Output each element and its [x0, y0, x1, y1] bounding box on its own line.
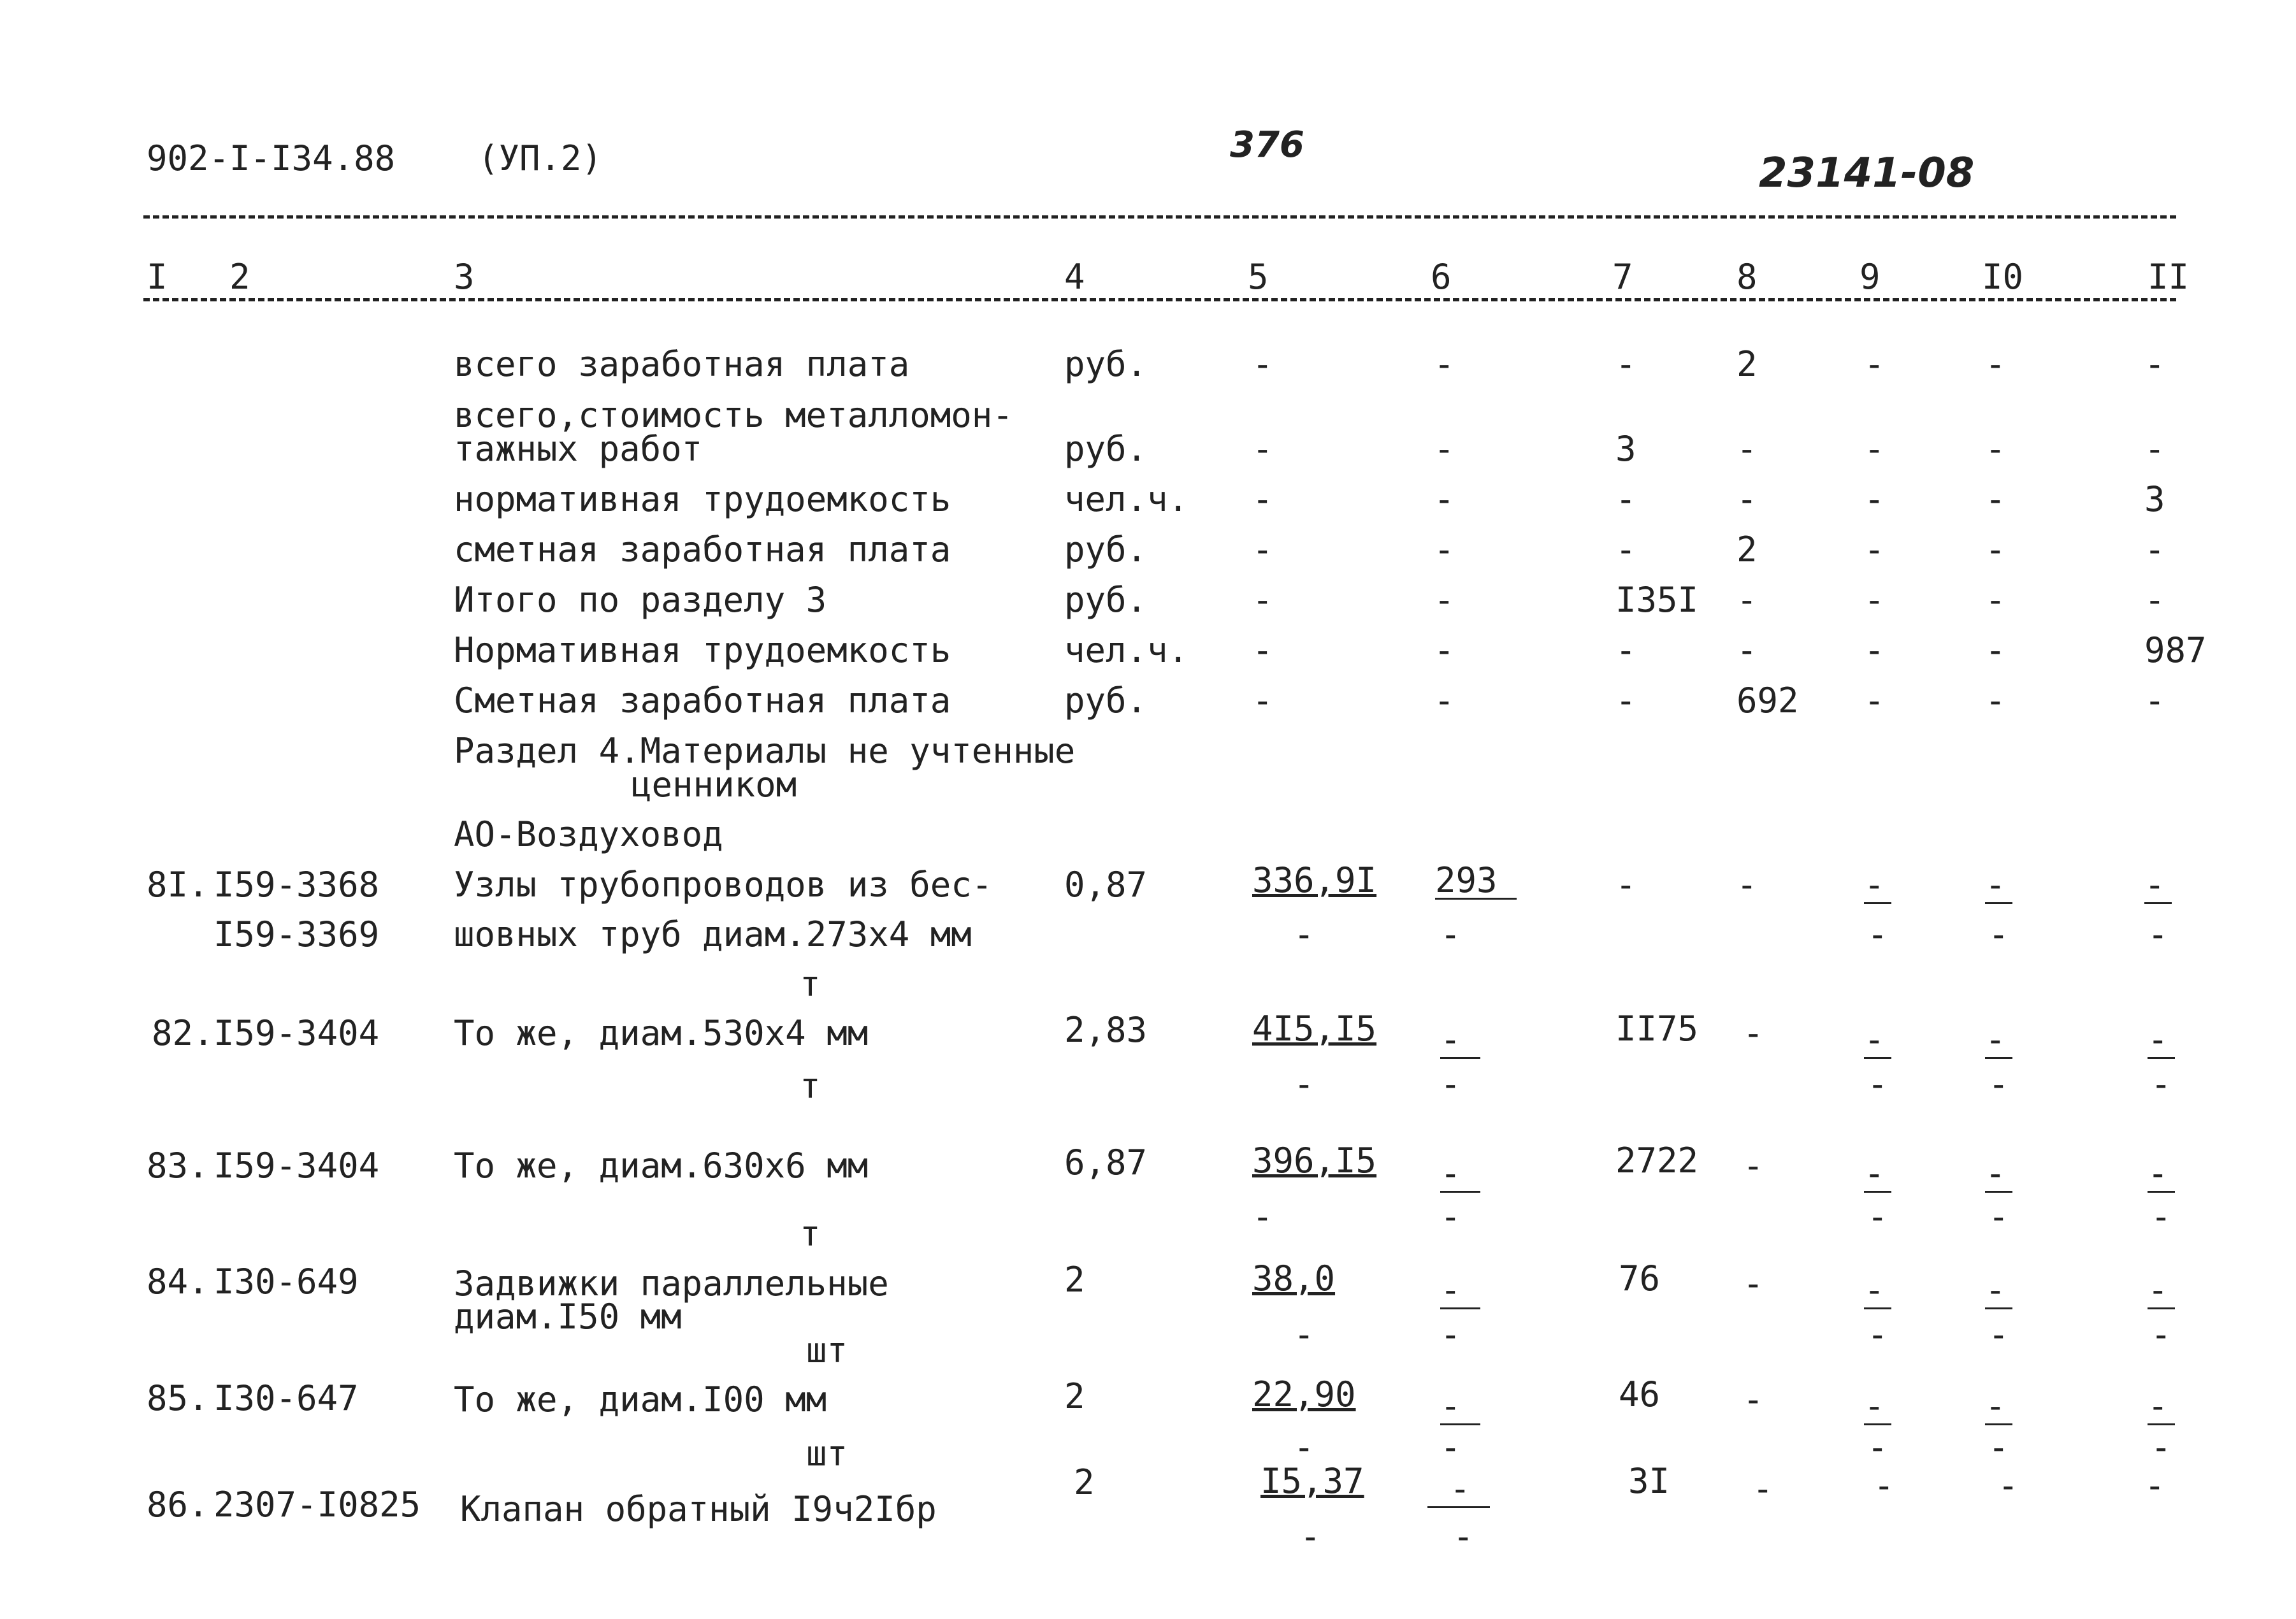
cell-c10: -: [1985, 1389, 2012, 1425]
item-unit-price-sub: -: [1300, 1516, 1321, 1557]
section-title-cont: ценником: [631, 765, 797, 805]
cell-c10-sub: -: [1988, 1064, 2009, 1104]
item-quantity: 0,87: [1064, 865, 1148, 905]
summary-row-name-cont: тажных работ: [454, 429, 703, 469]
cell-c7: 76: [1619, 1258, 1661, 1299]
summary-row-name: Сметная заработная плата: [454, 680, 951, 721]
col-header-11: II: [2148, 257, 2190, 297]
cell-c7: -: [1615, 680, 1636, 721]
cell-c8: -: [1743, 1263, 1764, 1304]
item-unit: т: [800, 1214, 821, 1254]
item-quantity: 2: [1064, 1260, 1085, 1300]
cell-c10: -: [1985, 630, 2006, 670]
item-code: I30-647: [213, 1378, 359, 1418]
cell-c6-sub: -: [1440, 1314, 1461, 1355]
cell-c11: -: [2144, 344, 2165, 384]
cell-c9-sub: -: [1867, 1427, 1888, 1467]
cell-c6-sub: -: [1440, 1427, 1461, 1467]
summary-row-name: Итого по разделу 3: [454, 580, 827, 620]
cell-c5: -: [1252, 680, 1273, 721]
cell-c11-sub: -: [2151, 1314, 2172, 1355]
summary-row-name: сметная заработная плата: [454, 529, 951, 570]
item-unit-price: 22,90: [1252, 1374, 1356, 1414]
cell-c9-sub: -: [1867, 1064, 1888, 1104]
cell-c11: -: [2144, 680, 2165, 721]
cell-c7: I35I: [1615, 580, 1699, 620]
cell-c7: 3: [1615, 429, 1636, 469]
cell-c10: -: [1985, 529, 2006, 570]
summary-row-unit: чел.ч.: [1064, 479, 1189, 519]
cell-c11: -: [2144, 1465, 2165, 1506]
item-number: 83.: [147, 1146, 209, 1186]
item-code: 2307-I0825: [213, 1485, 421, 1525]
archive-number: 23141-08: [1759, 150, 1975, 197]
item-unit: шт: [806, 1434, 848, 1474]
cell-c6: -: [1427, 1472, 1490, 1508]
cell-c11-sub: -: [2151, 1064, 2172, 1104]
col-header-4: 4: [1064, 257, 1085, 297]
cell-c10-sub: -: [1988, 1197, 2009, 1237]
cell-c6: -: [1440, 1389, 1480, 1425]
cell-c5: -: [1252, 630, 1273, 670]
cell-c10: -: [1985, 1156, 2012, 1193]
cell-c11: -: [2148, 1273, 2175, 1309]
cell-c8: 2: [1736, 529, 1758, 570]
cell-c11: -: [2148, 1389, 2175, 1425]
summary-row-name: всего,стоимость металломон-: [454, 395, 1013, 435]
cell-c11: -: [2148, 1156, 2175, 1193]
item-quantity: 2: [1074, 1462, 1095, 1502]
item-unit-price: 38,0: [1252, 1258, 1336, 1299]
item-unit: т: [800, 1066, 821, 1106]
cell-c9-sub: -: [1867, 1197, 1888, 1237]
cell-c10: -: [1985, 868, 2012, 904]
cell-c9: -: [1864, 1023, 1891, 1059]
item-unit-price: 336,9I: [1252, 860, 1377, 900]
item-quantity: 6,87: [1064, 1142, 1148, 1183]
cell-c9: -: [1864, 580, 1885, 620]
cell-c8: -: [1743, 1146, 1764, 1186]
item-number: 8I.: [147, 865, 209, 905]
item-unit-price: 396,I5: [1252, 1140, 1377, 1181]
cell-c9-sub: -: [1867, 1314, 1888, 1355]
cell-c6: -: [1434, 680, 1455, 721]
cell-c7: 3I: [1628, 1461, 1670, 1501]
item-code-2: I59-3369: [213, 914, 380, 954]
cell-c6: -: [1434, 630, 1455, 670]
cell-c9: -: [1864, 630, 1885, 670]
item-name: То же, диам.630х6 мм: [454, 1146, 869, 1186]
cell-c8: -: [1736, 630, 1758, 670]
summary-row-unit: руб.: [1064, 344, 1148, 384]
item-code: I59-3404: [213, 1013, 380, 1053]
col-header-8: 8: [1736, 257, 1758, 297]
item-name: То же, диам.530х4 мм: [454, 1013, 869, 1053]
cell-c11: -: [2144, 529, 2165, 570]
cell-c10: -: [1998, 1465, 2019, 1506]
col-header-10: I0: [1982, 257, 2024, 297]
col-header-7: 7: [1612, 257, 1633, 297]
cell-c10-sub: -: [1988, 914, 2009, 954]
item-unit-price-sub: -: [1294, 1314, 1315, 1355]
cell-c9-sub: -: [1867, 914, 1888, 954]
cell-c11-sub: -: [2148, 914, 2169, 954]
cell-c6: -: [1434, 580, 1455, 620]
cell-c6: -: [1434, 479, 1455, 519]
cell-c7: -: [1615, 529, 1636, 570]
cell-c10: -: [1985, 1273, 2012, 1309]
item-name: Клапан обратный I9ч2Iбр: [460, 1489, 937, 1529]
cell-c6: -: [1434, 344, 1455, 384]
cell-c7: -: [1615, 630, 1636, 670]
cell-c9: -: [1864, 868, 1891, 904]
item-unit-price-sub: -: [1294, 1064, 1315, 1104]
cell-c8: -: [1736, 429, 1758, 469]
item-name: То же, диам.I00 мм: [454, 1379, 827, 1420]
cell-c7: -: [1615, 865, 1636, 905]
item-name: Задвижки параллельные: [454, 1263, 889, 1304]
cell-c10: -: [1985, 479, 2006, 519]
cell-c5: -: [1252, 529, 1273, 570]
summary-row-name: нормативная трудоемкость: [454, 479, 951, 519]
cell-c10: -: [1985, 429, 2006, 469]
cell-c9: -: [1874, 1465, 1895, 1506]
cell-c10: -: [1985, 580, 2006, 620]
cell-c8: 692: [1736, 680, 1799, 721]
item-code: I30-649: [213, 1262, 359, 1302]
cell-c5: -: [1252, 429, 1273, 469]
cell-c6: -: [1434, 429, 1455, 469]
summary-row-unit: руб.: [1064, 429, 1148, 469]
summary-row-unit: руб.: [1064, 529, 1148, 570]
cell-c6: -: [1440, 1156, 1480, 1193]
col-header-5: 5: [1248, 257, 1269, 297]
item-unit-price: I5,37: [1260, 1461, 1364, 1501]
cell-c6-sub: -: [1440, 914, 1461, 954]
section-title: Раздел 4.Материалы не учтенные: [454, 731, 1076, 771]
col-header-6: 6: [1431, 257, 1452, 297]
item-name: Узлы трубопроводов из бес-: [454, 865, 993, 905]
item-quantity: 2,83: [1064, 1010, 1148, 1050]
col-header-9: 9: [1859, 257, 1881, 297]
item-name-cont: диам.I50 мм: [454, 1297, 682, 1337]
cell-c6-sub: -: [1440, 1064, 1461, 1104]
cell-c6: -: [1440, 1023, 1480, 1059]
cell-c9: -: [1864, 680, 1885, 721]
cell-c7: II75: [1615, 1009, 1699, 1049]
cell-c8: -: [1736, 479, 1758, 519]
cell-c6-sub: -: [1440, 1197, 1461, 1237]
cell-c10: -: [1985, 344, 2006, 384]
cell-c8: -: [1743, 1379, 1764, 1420]
header-dashed-rule: [143, 215, 2176, 225]
col-header-2: 2: [229, 257, 250, 297]
cell-c6: -: [1440, 1273, 1480, 1309]
cell-c6: 293: [1435, 863, 1517, 900]
col-header-1: I: [147, 257, 168, 297]
cell-c11: -: [2144, 580, 2165, 620]
cell-c9: -: [1864, 1156, 1891, 1193]
item-unit: шт: [806, 1330, 848, 1371]
section-subtitle: АО-Воздуховод: [454, 814, 723, 854]
cell-c11: -: [2144, 868, 2172, 904]
cell-c8: -: [1736, 865, 1758, 905]
cell-c7: 46: [1619, 1374, 1661, 1414]
summary-row-unit: чел.ч.: [1064, 630, 1189, 670]
cell-c9: -: [1864, 479, 1885, 519]
col-header-3: 3: [454, 257, 475, 297]
item-name-cont: шовных труб диам.273х4 мм: [454, 914, 972, 954]
item-number: 82.: [152, 1013, 214, 1053]
cell-c11: 3: [2144, 479, 2165, 519]
cell-c9: -: [1864, 344, 1885, 384]
item-quantity: 2: [1064, 1376, 1085, 1416]
cell-c8: 2: [1736, 344, 1758, 384]
cell-c11-sub: -: [2151, 1197, 2172, 1237]
cell-c9: -: [1864, 529, 1885, 570]
volume-label: (УП.2): [478, 138, 603, 178]
item-unit-price-sub: -: [1252, 1197, 1273, 1237]
cell-c10: -: [1985, 680, 2006, 721]
cell-c9: -: [1864, 1389, 1891, 1425]
item-unit-price: 4I5,I5: [1252, 1009, 1377, 1049]
item-unit-price-sub: -: [1294, 914, 1315, 954]
cell-c11: 987: [2144, 630, 2207, 670]
cell-c10: -: [1985, 1023, 2012, 1059]
cell-c11: -: [2148, 1023, 2175, 1059]
cell-c5: -: [1252, 479, 1273, 519]
column-header-underline: [143, 298, 2176, 301]
summary-row-name: Нормативная трудоемкость: [454, 630, 951, 670]
cell-c8: -: [1743, 1013, 1764, 1053]
cell-c7: 2722: [1615, 1140, 1699, 1181]
cell-c5: -: [1252, 580, 1273, 620]
item-unit: т: [800, 964, 821, 1004]
item-code: I59-3404: [213, 1146, 380, 1186]
summary-row-unit: руб.: [1064, 580, 1148, 620]
cell-c8: -: [1752, 1469, 1773, 1509]
summary-row-name: всего заработная плата: [454, 344, 910, 384]
page-number: 376: [1230, 124, 1304, 166]
item-number: 86.: [147, 1485, 209, 1525]
item-number: 85.: [147, 1378, 209, 1418]
cell-c11: -: [2144, 429, 2165, 469]
cell-c10-sub: -: [1988, 1427, 2009, 1467]
summary-row-unit: руб.: [1064, 680, 1148, 721]
cell-c7: -: [1615, 479, 1636, 519]
cell-c8: -: [1736, 580, 1758, 620]
doc-code: 902-I-I34.88: [147, 138, 396, 178]
cell-c9: -: [1864, 429, 1885, 469]
cell-c6-sub: -: [1453, 1516, 1474, 1557]
cell-c9: -: [1864, 1273, 1891, 1309]
item-unit-price-sub: -: [1294, 1427, 1315, 1467]
cell-c11-sub: -: [2151, 1427, 2172, 1467]
item-code: I59-3368: [213, 865, 380, 905]
cell-c6: -: [1434, 529, 1455, 570]
cell-c7: -: [1615, 344, 1636, 384]
cell-c5: -: [1252, 344, 1273, 384]
cell-c10-sub: -: [1988, 1314, 2009, 1355]
item-number: 84.: [147, 1262, 209, 1302]
